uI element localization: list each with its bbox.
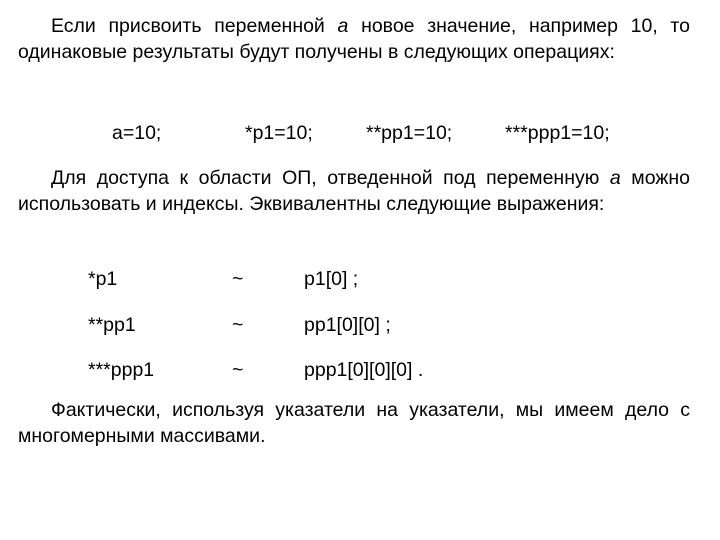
operation-triple-pointer: ***ppp1=10; [505, 122, 610, 144]
equivalence-right: p1[0] ; [304, 268, 359, 290]
tilde-symbol: ~ [232, 268, 244, 290]
operation-direct: a=10; [112, 122, 162, 144]
equivalence-right: pp1[0][0] ; [304, 314, 391, 336]
paragraph-conclusion [18, 397, 690, 449]
paragraph-indexes-text-end: можно использовать и индексы. Эквивалентны следующие выражения: [18, 167, 690, 215]
tilde-symbol: ~ [232, 359, 244, 381]
tilde-symbol: ~ [232, 314, 244, 336]
equivalence-left: ***ppp1 [88, 359, 155, 381]
operation-single-pointer: *p1=10; [245, 122, 313, 144]
paragraph-assignment-text-start: Если присвоить переменной [51, 15, 338, 37]
equivalence-row [0, 264, 720, 294]
variable-a: a [609, 167, 621, 189]
equivalence-left: **pp1 [88, 314, 136, 336]
paragraph-indexes-text-start: Для доступа к области ОП, отведенной под переменную [51, 167, 610, 189]
equivalence-row [0, 310, 720, 340]
operations-row [0, 120, 720, 146]
paragraph-assignment [18, 13, 690, 65]
operation-double-pointer: **pp1=10; [366, 122, 453, 144]
variable-a: a [337, 15, 349, 37]
equivalence-right: ppp1[0][0][0] . [304, 359, 424, 381]
equivalence-left: *p1 [88, 268, 118, 290]
paragraph-conclusion-text: Фактически, используя указатели на указатели, мы имеем дело с многомерными массивами. [18, 399, 690, 447]
equivalence-row [0, 355, 720, 385]
paragraph-indexes [18, 165, 690, 217]
paragraph-assignment-text-end: новое значение, например 10, то одинаковые результаты будут получены в следующих операциях: [18, 15, 690, 63]
